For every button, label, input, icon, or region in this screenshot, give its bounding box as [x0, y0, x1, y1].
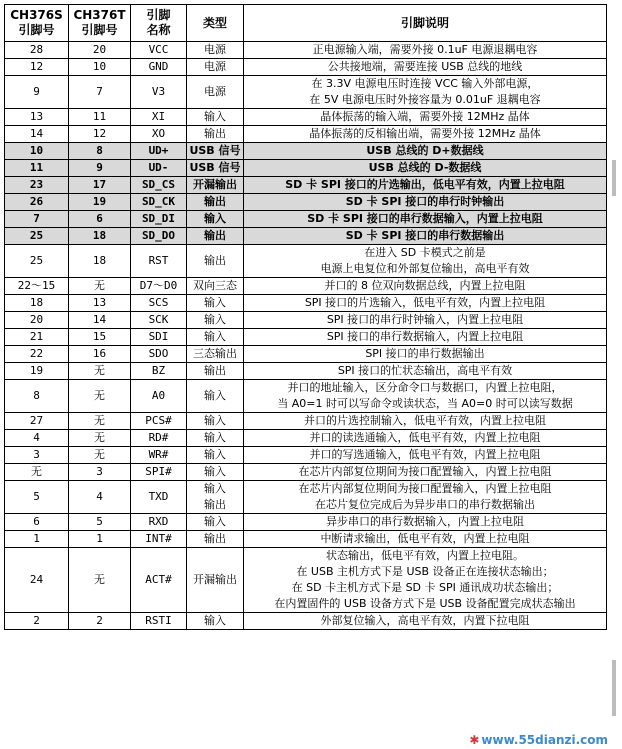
cell-ch376t-pin: 13: [69, 295, 131, 312]
cell-description: 在芯片内部复位期间为接口配置输入，内置上拉电阻 在芯片复位完成后为异步串口的串行数据输出: [244, 481, 607, 514]
table-row: [5, 76, 607, 109]
cell-ch376s-pin: 25: [5, 228, 69, 245]
cell-pin-name: SPI#: [131, 464, 187, 481]
cell-ch376t-pin: 18: [69, 228, 131, 245]
header-pin-name: 引脚 名称: [131, 5, 187, 42]
cell-ch376s-pin: 8: [5, 380, 69, 413]
table-row: [5, 160, 607, 177]
watermark: [469, 733, 608, 749]
table-row: [5, 59, 607, 76]
cell-ch376t-pin: 12: [69, 126, 131, 143]
cell-ch376t-pin: 3: [69, 464, 131, 481]
cell-type: 输入: [187, 312, 244, 329]
cell-pin-name: BZ: [131, 363, 187, 380]
cell-type: 输入: [187, 430, 244, 447]
cell-type: 输入: [187, 514, 244, 531]
header-type: 类型: [187, 5, 244, 42]
cell-pin-name: SD_CS: [131, 177, 187, 194]
cell-ch376t-pin: 4: [69, 481, 131, 514]
cell-type: 输入: [187, 413, 244, 430]
cell-type: 输入: [187, 380, 244, 413]
cell-type: 电源: [187, 59, 244, 76]
cell-description: 并口的写选通输入，低电平有效，内置上拉电阻: [244, 447, 607, 464]
cell-ch376t-pin: 14: [69, 312, 131, 329]
cell-description: USB 总线的 D-数据线: [244, 160, 607, 177]
cell-ch376t-pin: 20: [69, 42, 131, 59]
cell-ch376s-pin: 26: [5, 194, 69, 211]
cell-pin-name: RXD: [131, 514, 187, 531]
cell-ch376t-pin: 无: [69, 278, 131, 295]
cell-pin-name: SDO: [131, 346, 187, 363]
cell-pin-name: INT#: [131, 531, 187, 548]
cell-ch376t-pin: 1: [69, 531, 131, 548]
cell-ch376t-pin: 11: [69, 109, 131, 126]
table-row: [5, 228, 607, 245]
cell-ch376t-pin: 无: [69, 413, 131, 430]
cell-type: 输入: [187, 295, 244, 312]
table-row: [5, 363, 607, 380]
cell-description: USB 总线的 D+数据线: [244, 143, 607, 160]
cell-ch376t-pin: 无: [69, 548, 131, 613]
cell-description: SPI 接口的串行数据输入，内置上拉电阻: [244, 329, 607, 346]
cell-description: 状态输出，低电平有效，内置上拉电阻。 在 USB 主机方式下是 USB 设备正在连接状态输出； 在 SD 卡主机方式下是 SD 卡 SPI 通讯成功状态输出； 在内置固件的 USB 设备方式下是 USB 设备配置完成状态输出: [244, 548, 607, 613]
cell-pin-name: V3: [131, 76, 187, 109]
cell-type: 输出: [187, 363, 244, 380]
header-description: 引脚说明: [244, 5, 607, 42]
cell-pin-name: ACT#: [131, 548, 187, 613]
scrollbar-mark-top: [612, 160, 616, 196]
cell-ch376s-pin: 24: [5, 548, 69, 613]
table-row: [5, 143, 607, 160]
table-row: [5, 430, 607, 447]
table-row: [5, 42, 607, 59]
cell-description: 在 3.3V 电源电压时连接 VCC 输入外部电源， 在 5V 电源电压时外接容量为 0.01uF 退耦电容: [244, 76, 607, 109]
table-row: [5, 548, 607, 613]
cell-pin-name: TXD: [131, 481, 187, 514]
cell-ch376t-pin: 无: [69, 380, 131, 413]
cell-ch376s-pin: 9: [5, 76, 69, 109]
cell-description: 并口的地址输入，区分命令口与数据口，内置上拉电阻， 当 A0=1 时可以写命令或读状态，当 A0=0 时可以读写数据: [244, 380, 607, 413]
cell-ch376t-pin: 无: [69, 430, 131, 447]
cell-pin-name: D7～D0: [131, 278, 187, 295]
cell-type: 三态输出: [187, 346, 244, 363]
cell-type: 输出: [187, 126, 244, 143]
cell-pin-name: SD_DO: [131, 228, 187, 245]
cell-description: SPI 接口的片选输入，低电平有效，内置上拉电阻: [244, 295, 607, 312]
cell-pin-name: VCC: [131, 42, 187, 59]
cell-ch376t-pin: 无: [69, 447, 131, 464]
cell-ch376s-pin: 21: [5, 329, 69, 346]
table-row: [5, 447, 607, 464]
cell-pin-name: XO: [131, 126, 187, 143]
cell-pin-name: GND: [131, 59, 187, 76]
cell-ch376s-pin: 6: [5, 514, 69, 531]
table-row: [5, 245, 607, 278]
cell-ch376t-pin: 10: [69, 59, 131, 76]
cell-ch376s-pin: 1: [5, 531, 69, 548]
cell-ch376s-pin: 5: [5, 481, 69, 514]
cell-description: SD 卡 SPI 接口的串行数据输出: [244, 228, 607, 245]
cell-ch376s-pin: 14: [5, 126, 69, 143]
cell-description: 外部复位输入，高电平有效，内置下拉电阻: [244, 613, 607, 630]
cell-ch376s-pin: 12: [5, 59, 69, 76]
table-row: [5, 211, 607, 228]
table-row: [5, 329, 607, 346]
cell-ch376s-pin: 11: [5, 160, 69, 177]
cell-description: SPI 接口的串行数据输出: [244, 346, 607, 363]
table-row: [5, 177, 607, 194]
cell-type: 输入: [187, 109, 244, 126]
cell-type: USB 信号: [187, 143, 244, 160]
table-row: [5, 295, 607, 312]
table-row: [5, 613, 607, 630]
table-row: [5, 194, 607, 211]
cell-pin-name: SCS: [131, 295, 187, 312]
cell-description: SD 卡 SPI 接口的片选输出，低电平有效，内置上拉电阻: [244, 177, 607, 194]
pin-table: [4, 4, 607, 630]
table-row: [5, 126, 607, 143]
cell-description: 公共接地端，需要连接 USB 总线的地线: [244, 59, 607, 76]
cell-type: 电源: [187, 42, 244, 59]
cell-description: 在芯片内部复位期间为接口配置输入，内置上拉电阻: [244, 464, 607, 481]
table-row: [5, 346, 607, 363]
watermark-logo-icon: ✱: [469, 733, 480, 747]
cell-ch376s-pin: 20: [5, 312, 69, 329]
cell-ch376s-pin: 23: [5, 177, 69, 194]
cell-pin-name: A0: [131, 380, 187, 413]
cell-description: SD 卡 SPI 接口的串行数据输入，内置上拉电阻: [244, 211, 607, 228]
cell-ch376s-pin: 19: [5, 363, 69, 380]
cell-ch376t-pin: 5: [69, 514, 131, 531]
header-ch376t: CH376T 引脚号: [69, 5, 131, 42]
cell-ch376s-pin: 25: [5, 245, 69, 278]
cell-pin-name: WR#: [131, 447, 187, 464]
table-row: [5, 109, 607, 126]
cell-type: 输入: [187, 464, 244, 481]
cell-description: 晶体振荡的输入端，需要外接 12MHz 晶体: [244, 109, 607, 126]
cell-type: 输入: [187, 613, 244, 630]
cell-type: 双向三态: [187, 278, 244, 295]
watermark-text: www.55dianzi.com: [481, 733, 608, 747]
cell-ch376t-pin: 9: [69, 160, 131, 177]
table-row: [5, 481, 607, 514]
cell-ch376s-pin: 4: [5, 430, 69, 447]
cell-pin-name: XI: [131, 109, 187, 126]
cell-pin-name: SDI: [131, 329, 187, 346]
cell-pin-name: RD#: [131, 430, 187, 447]
cell-pin-name: SD_CK: [131, 194, 187, 211]
table-row: [5, 531, 607, 548]
cell-description: SD 卡 SPI 接口的串行时钟输出: [244, 194, 607, 211]
cell-type: 输出: [187, 245, 244, 278]
cell-ch376t-pin: 无: [69, 363, 131, 380]
table-body: [5, 42, 607, 630]
cell-ch376t-pin: 2: [69, 613, 131, 630]
cell-description: SPI 接口的串行时钟输入，内置上拉电阻: [244, 312, 607, 329]
cell-type: 输入: [187, 211, 244, 228]
cell-type: 输出: [187, 228, 244, 245]
cell-ch376s-pin: 27: [5, 413, 69, 430]
cell-pin-name: SCK: [131, 312, 187, 329]
header-ch376s: CH376S 引脚号: [5, 5, 69, 42]
cell-pin-name: UD-: [131, 160, 187, 177]
cell-ch376s-pin: 18: [5, 295, 69, 312]
cell-ch376s-pin: 无: [5, 464, 69, 481]
cell-description: 晶体振荡的反相输出端，需要外接 12MHz 晶体: [244, 126, 607, 143]
cell-ch376s-pin: 7: [5, 211, 69, 228]
cell-ch376t-pin: 18: [69, 245, 131, 278]
cell-ch376t-pin: 7: [69, 76, 131, 109]
cell-type: 输入: [187, 447, 244, 464]
cell-ch376s-pin: 13: [5, 109, 69, 126]
cell-type: USB 信号: [187, 160, 244, 177]
table-row: [5, 464, 607, 481]
cell-ch376s-pin: 22: [5, 346, 69, 363]
cell-type: 输入 输出: [187, 481, 244, 514]
cell-ch376s-pin: 3: [5, 447, 69, 464]
cell-description: 正电源输入端，需要外接 0.1uF 电源退耦电容: [244, 42, 607, 59]
cell-type: 输入: [187, 329, 244, 346]
cell-ch376t-pin: 17: [69, 177, 131, 194]
table-row: [5, 514, 607, 531]
cell-type: 电源: [187, 76, 244, 109]
cell-ch376t-pin: 19: [69, 194, 131, 211]
cell-pin-name: PCS#: [131, 413, 187, 430]
cell-type: 输出: [187, 194, 244, 211]
cell-description: 并口的读选通输入，低电平有效，内置上拉电阻: [244, 430, 607, 447]
table-row: [5, 413, 607, 430]
cell-type: 开漏输出: [187, 548, 244, 613]
cell-ch376t-pin: 6: [69, 211, 131, 228]
table-row: [5, 278, 607, 295]
scrollbar-mark-bottom: [612, 660, 616, 716]
cell-ch376t-pin: 15: [69, 329, 131, 346]
cell-ch376s-pin: 22～15: [5, 278, 69, 295]
cell-pin-name: UD+: [131, 143, 187, 160]
table-row: [5, 312, 607, 329]
cell-pin-name: RST: [131, 245, 187, 278]
cell-pin-name: SD_DI: [131, 211, 187, 228]
cell-ch376s-pin: 10: [5, 143, 69, 160]
cell-ch376t-pin: 16: [69, 346, 131, 363]
cell-description: 异步串口的串行数据输入，内置上拉电阻: [244, 514, 607, 531]
cell-description: SPI 接口的忙状态输出，高电平有效: [244, 363, 607, 380]
header-row: [5, 5, 607, 42]
cell-ch376t-pin: 8: [69, 143, 131, 160]
cell-description: 中断请求输出，低电平有效，内置上拉电阻: [244, 531, 607, 548]
cell-pin-name: RSTI: [131, 613, 187, 630]
cell-type: 开漏输出: [187, 177, 244, 194]
cell-ch376s-pin: 28: [5, 42, 69, 59]
cell-type: 输出: [187, 531, 244, 548]
cell-description: 在进入 SD 卡模式之前是 电源上电复位和外部复位输出，高电平有效: [244, 245, 607, 278]
cell-description: 并口的 8 位双向数据总线，内置上拉电阻: [244, 278, 607, 295]
table-row: [5, 380, 607, 413]
cell-ch376s-pin: 2: [5, 613, 69, 630]
cell-description: 并口的片选控制输入，低电平有效，内置上拉电阻: [244, 413, 607, 430]
